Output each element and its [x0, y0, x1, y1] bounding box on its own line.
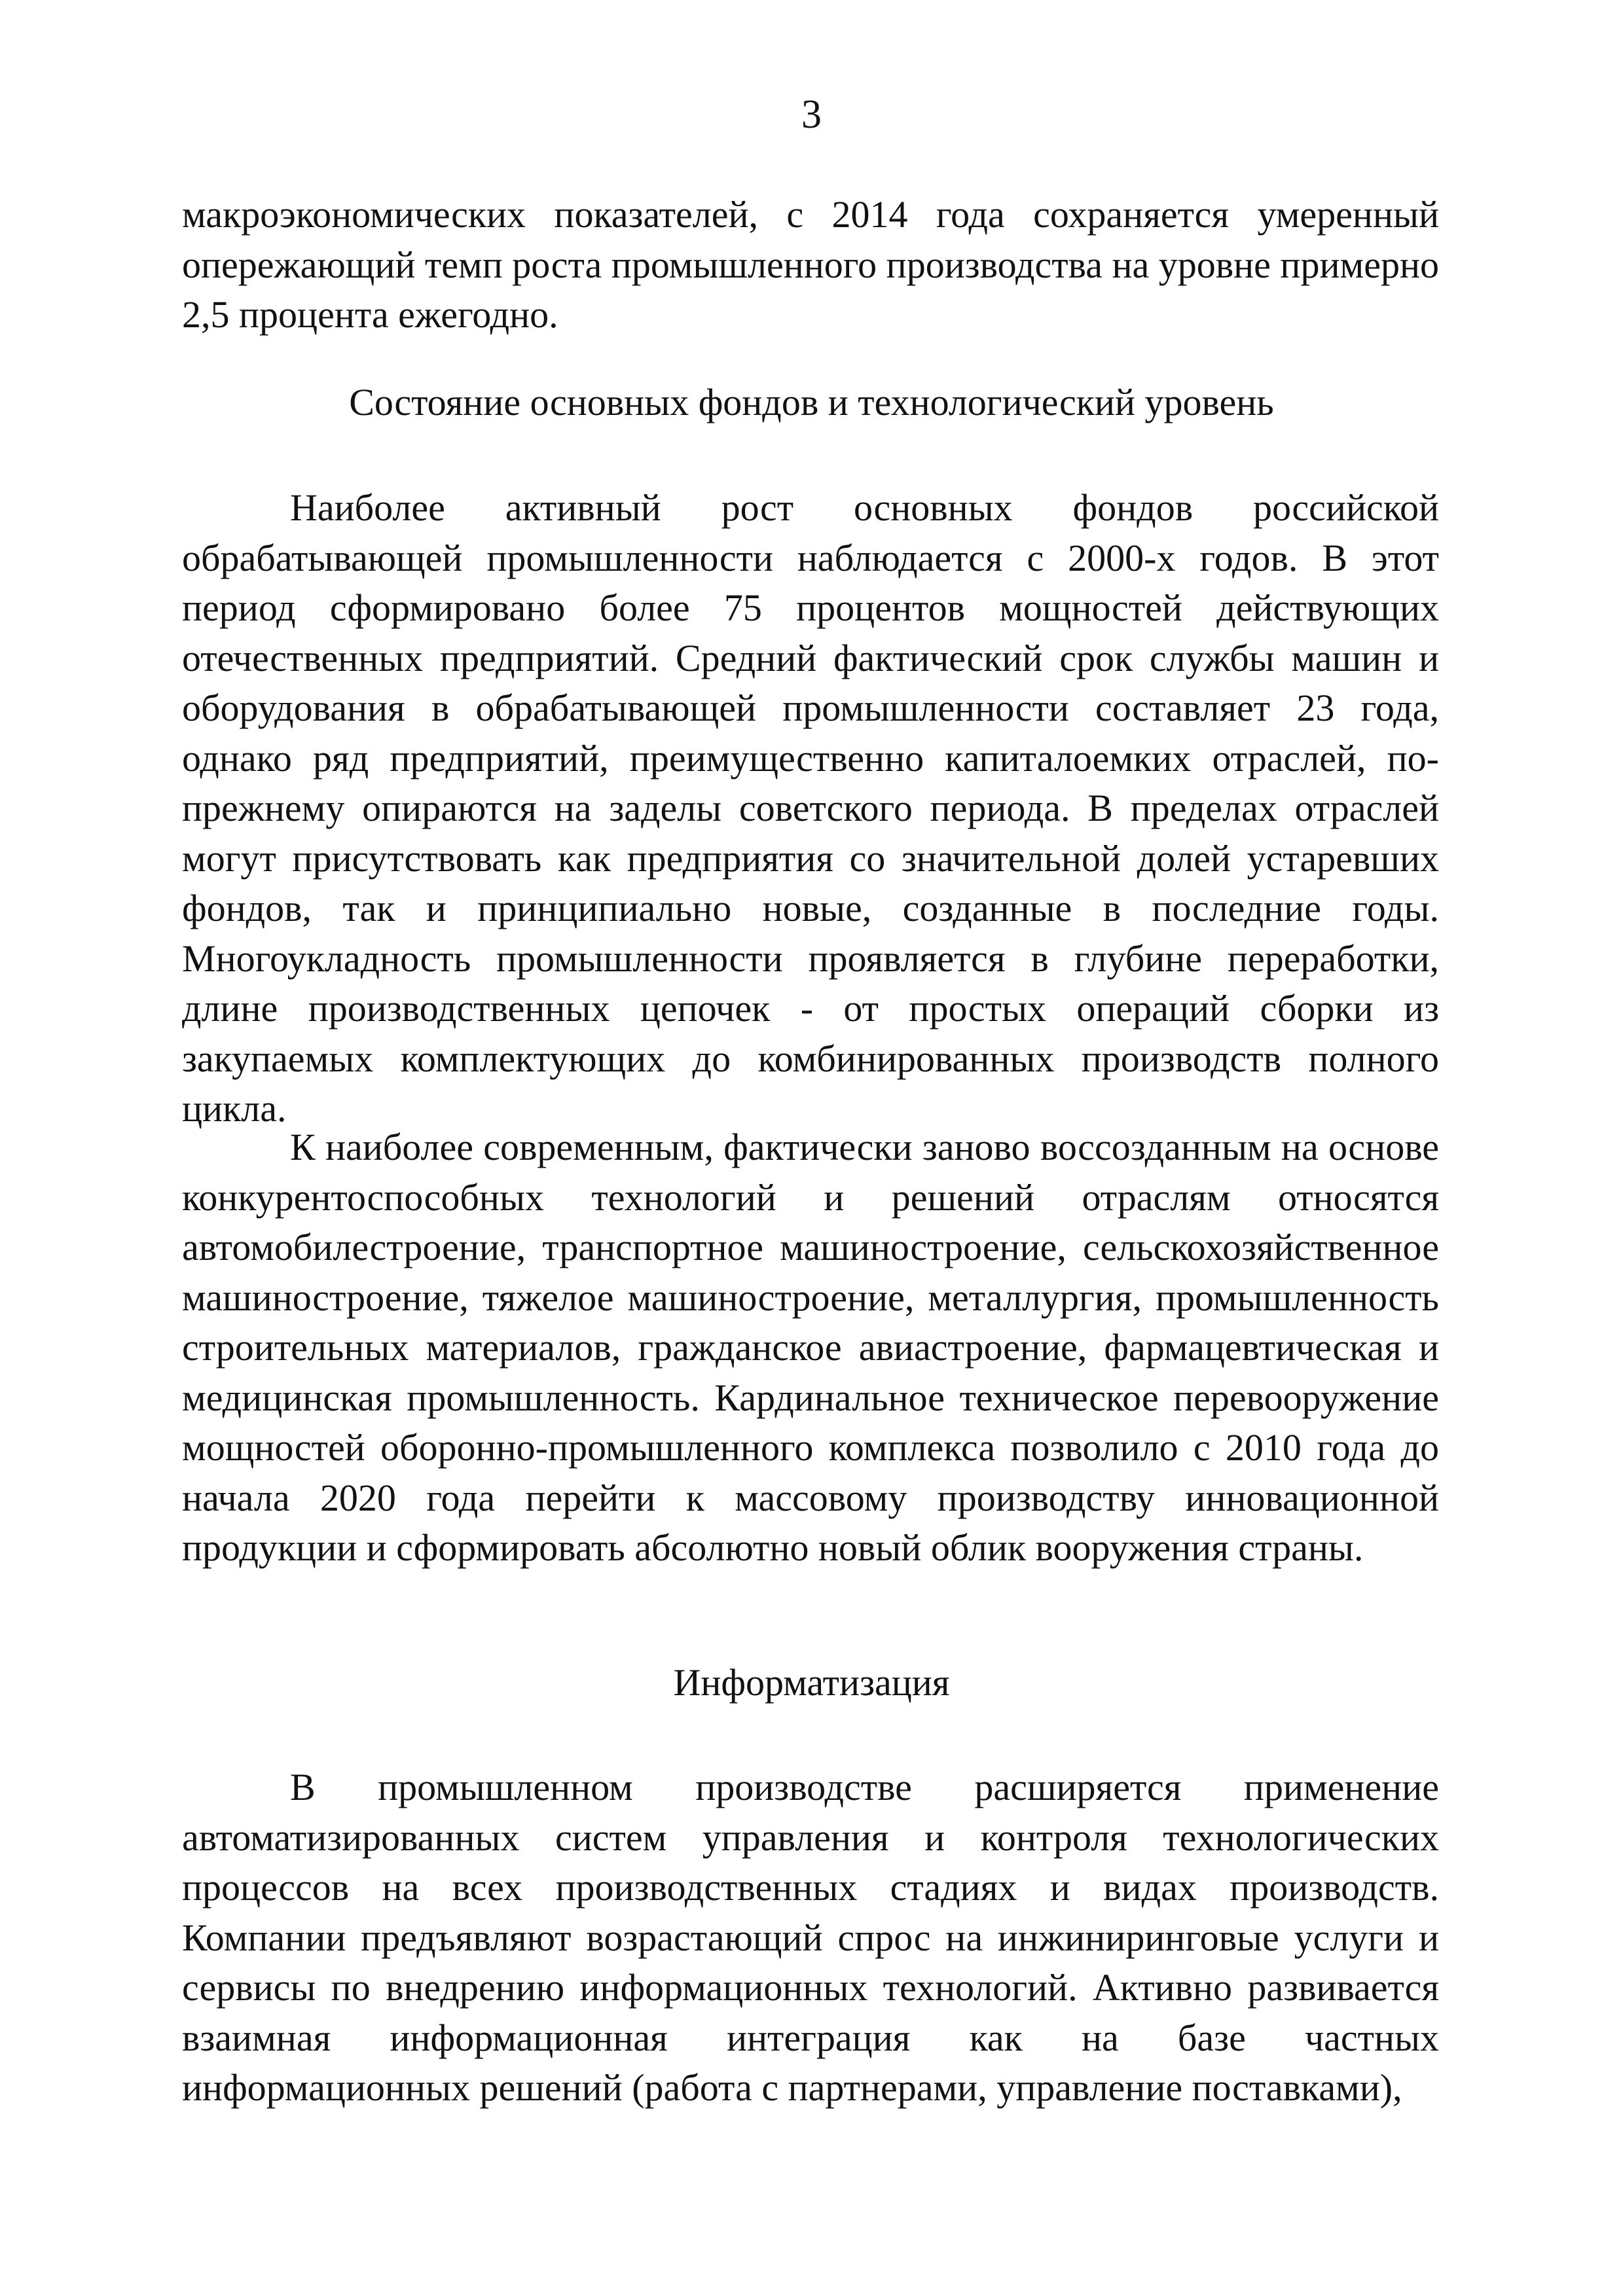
- page-number: 3: [801, 92, 822, 137]
- paragraph-fixed-assets: Наиболее активный рост основных фондов российской обрабатывающей промышленности наблюдается с 2000-х годов. В этот период сформировано более 75 процентов мощностей действующих отечественных предприятий. Средний фактический срок службы машин и оборудования в обрабатывающей промышленности составляет 23 года, однако ряд предприятий, преимущественно капиталоемких отраслей, по-прежнему опираются на заделы советского периода. В пределах отраслей могут присутствовать как предприятия со значительной долей устаревших фондов, так и принципиально новые, созданные в последние годы. Многоукладность промышленности проявляется в глубине переработки, длине производственных цепочек - от простых операций сборки из закупаемых комплектующих до комбинированных производств полного цикла.: [182, 486, 1439, 1130]
- paragraph-modern-industries: К наиболее современным, фактически заново воссозданным на основе конкурентоспособных технологий и решений отраслям относятся автомобилестроение, транспортное машиностроение, сельскохозяйственное машиностроение, тяжелое машиностроение, металлургия, промышленность строительных материалов, гражданское авиастроение, фармацевтическая и медицинская промышленность. Кардинальное техническое перевооружение мощностей оборонно-промышленного комплекса позволило с 2010 года до начала 2020 года перейти к массовому производству инновационной продукции и сформировать абсолютно новый облик вооружения страны.: [182, 1126, 1439, 1569]
- paragraph-industrial-growth: макроэкономических показателей, с 2014 года сохраняется умеренный опережающий темп роста промышленного производства на уровне примерно 2,5 процента ежегодно.: [182, 193, 1439, 336]
- section-heading-fixed-assets: Состояние основных фондов и технологический уровень: [349, 381, 1274, 423]
- paragraph-informatization: В промышленном производстве расширяется применение автоматизированных систем управления и контроля технологических процессов на всех производственных стадиях и видах производств. Компании предъявляют возрастающий спрос на инжиниринговые услуги и сервисы по внедрению информационных технологий. Активно развивается взаимная информационная интеграция как на базе частных информационных решений (работа с партнерами, управление поставками),: [182, 1766, 1439, 2109]
- section-heading-informatization: Информатизация: [673, 1661, 950, 1704]
